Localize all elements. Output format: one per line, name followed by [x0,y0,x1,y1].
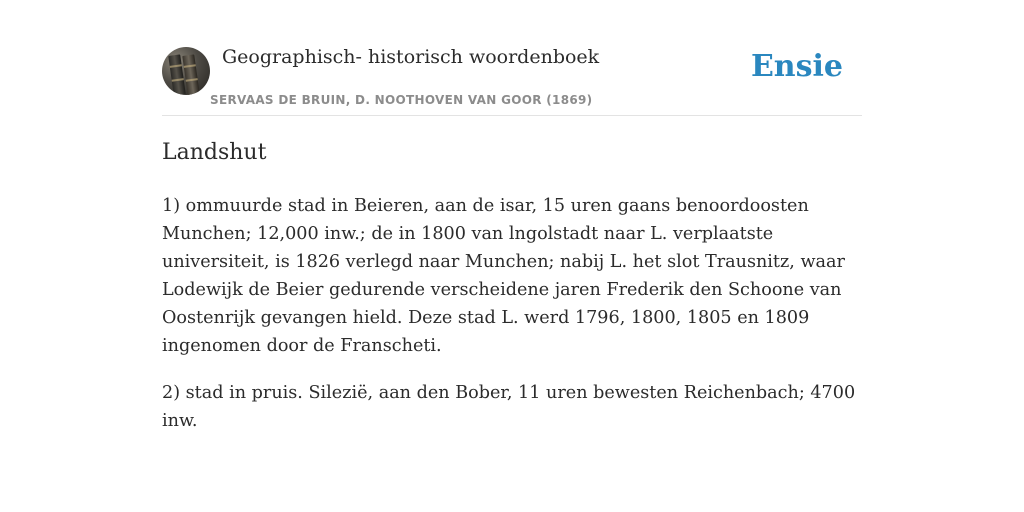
ensie-logo[interactable]: Ensie [750,49,843,84]
book-cover-icon[interactable] [162,47,210,95]
definition-item: 2) stad in pruis. Silezië, aan den Bober, 11 uren bewesten Reichenbach; 4700 inw. [162,383,856,431]
entry-headword: Landshut [162,140,267,165]
entry-definitions [162,192,862,454]
definition-item: 1) ommuurde stad in Beieren, aan de isar, 15 uren gaans benoordoosten Munchen; 12,000 inw.; de in 1800 van lngolstadt naar L. verplaatste universiteit, is 1826 verlegd naar Munchen; nabij L. het slot Trausnitz, waar Lodewijk de Beier gedurende verscheidene jaren Frederik den Schoone van Oostenrijk gevangen hield. Deze stad L. werd 1796, 1800, 1805 en 1809 ingenomen door de Franscheti. [162,196,845,356]
book-header [162,40,862,116]
book-author: SERVAAS DE BRUIN, D. NOOTHOVEN VAN GOOR (1869) [210,93,593,107]
book-title[interactable]: Geographisch- historisch woordenboek [222,46,600,68]
